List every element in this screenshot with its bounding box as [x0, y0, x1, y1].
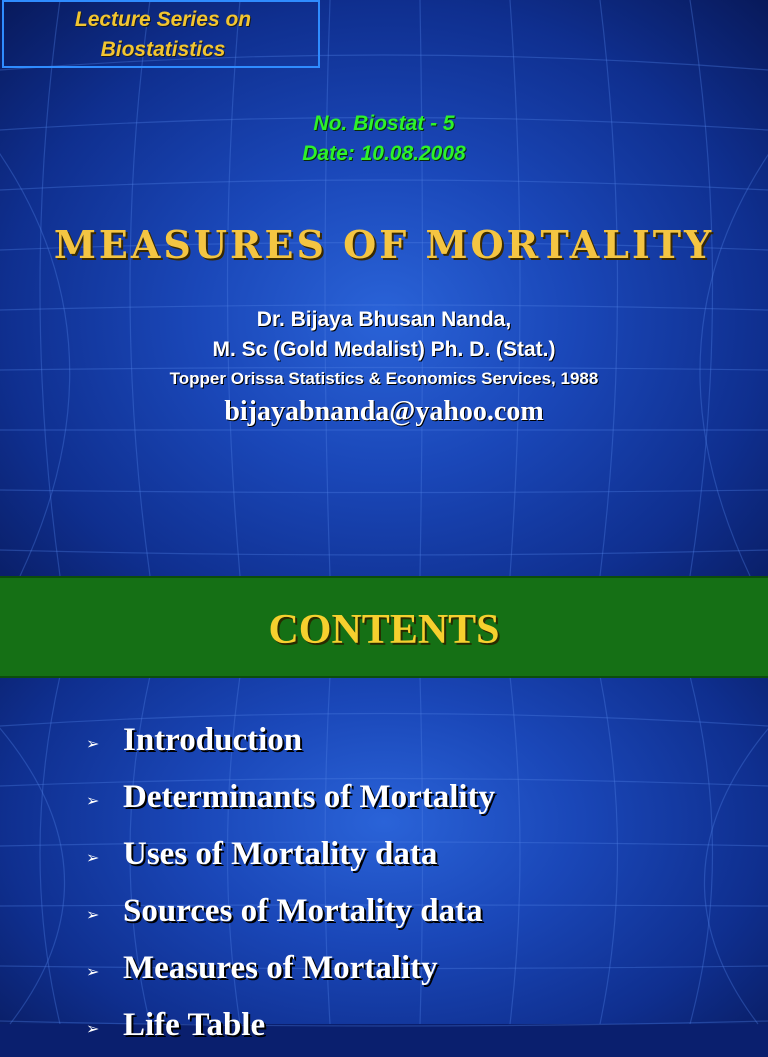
list-item-label: Introduction	[123, 722, 303, 758]
lecture-date: Date: 10.08.2008	[302, 142, 466, 165]
main-title: MEASURES OF MORTALITY	[53, 222, 715, 267]
series-line-1: Lecture Series on	[74, 8, 252, 31]
arrow-bullet-icon: ➢	[86, 1019, 100, 1038]
arrow-bullet-icon: ➢	[86, 962, 100, 981]
contents-title: CONTENTS	[268, 607, 500, 653]
lecture-number: No. Biostat - 5	[313, 112, 455, 135]
series-line-2: Biostatistics	[100, 38, 226, 61]
author-email: bijayabnanda@yahoo.com	[224, 396, 544, 427]
list-item-label: Uses of Mortality data	[123, 836, 438, 872]
contents-slide	[0, 576, 768, 1043]
arrow-bullet-icon: ➢	[86, 734, 100, 753]
contents-header-band	[0, 576, 768, 678]
list-item-label: Determinants of Mortality	[123, 779, 496, 815]
list-item-label: Sources of Mortality data	[123, 893, 483, 929]
arrow-bullet-icon: ➢	[86, 791, 100, 810]
author-name: Dr. Bijaya Bhusan Nanda,	[256, 308, 512, 331]
list-item-label: Life Table	[123, 1007, 266, 1043]
lecture-series-box	[2, 0, 320, 68]
arrow-bullet-icon: ➢	[86, 905, 100, 924]
list-item-label: Measures of Mortality	[123, 950, 438, 986]
arrow-bullet-icon: ➢	[86, 848, 100, 867]
author-honor: Topper Orissa Statistics & Economics Services, 1988	[169, 369, 599, 388]
author-degree: M. Sc (Gold Medalist) Ph. D. (Stat.)	[212, 338, 556, 361]
